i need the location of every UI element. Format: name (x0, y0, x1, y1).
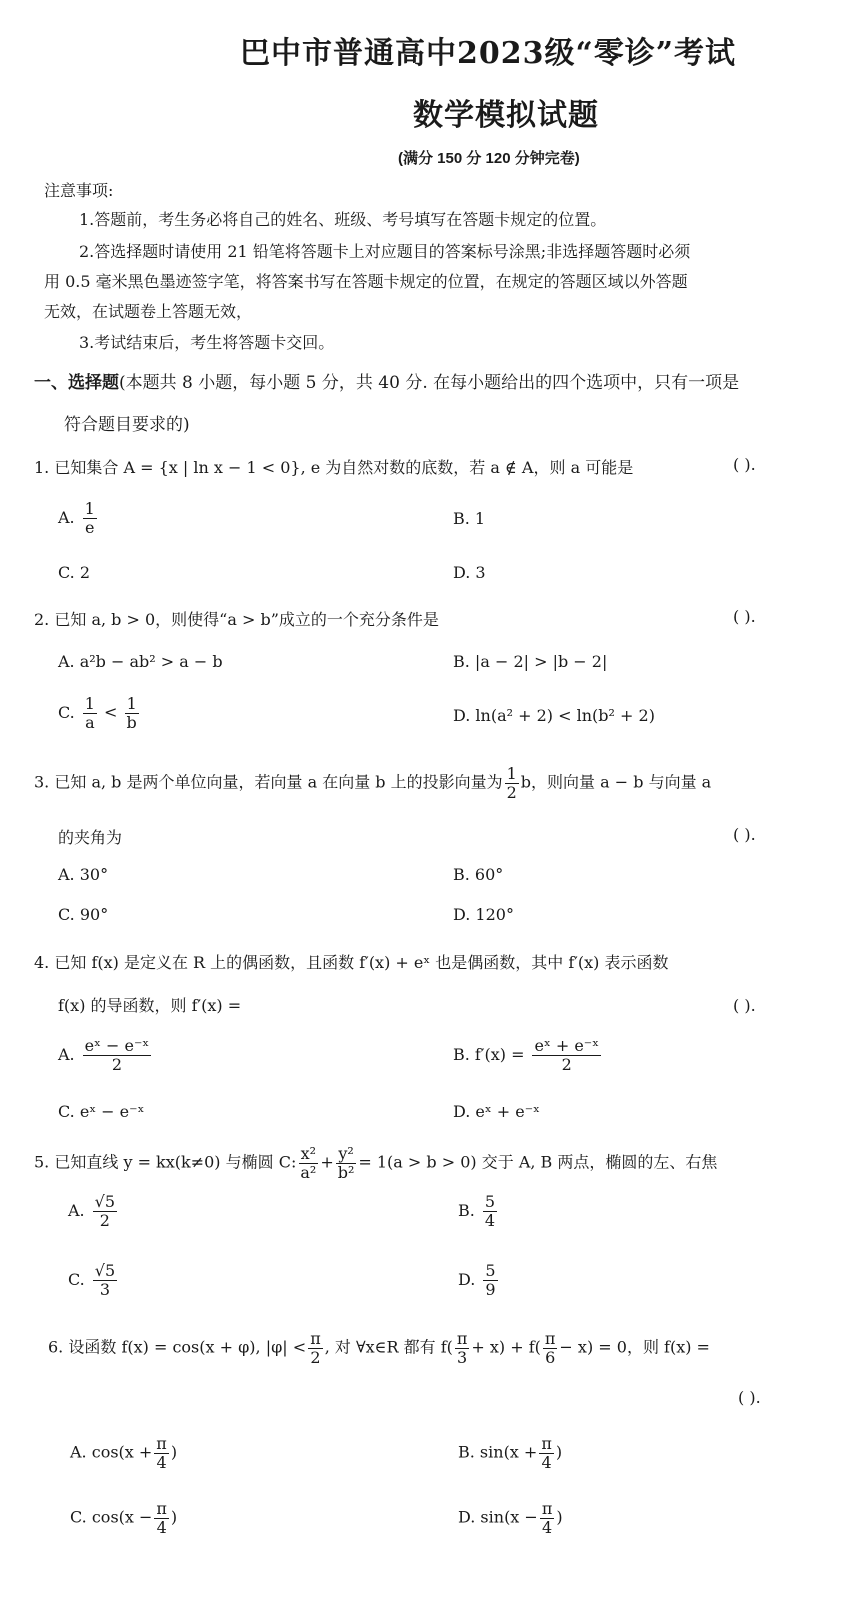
q3-option-c: C. 90° (58, 905, 109, 924)
q1-option-d: D. 3 (453, 563, 486, 582)
notice-heading: 注意事项: (44, 181, 114, 200)
q4-option-d: D. eˣ + e⁻ˣ (453, 1102, 540, 1121)
q5-option-b: B. $\frac{5}{4}$ (458, 1192, 496, 1230)
exam-title: 巴中市普通高中2023级“零诊”考试 (240, 36, 737, 71)
q4-option-c: C. eˣ − e⁻ˣ (58, 1102, 145, 1121)
q5-option-c: C. $\frac{√5}{3}$ (68, 1261, 116, 1299)
q6-stem: 6. 设函数 f(x) = cos(x + φ), |φ| < $\frac{\pi}{2}$ , 对 ∀x∈R 都有 f( $\frac{\pi}{3}$ + x) + f( $\frac{\pi}{6}$ − x) = 0，则 f(x) = (48, 1329, 710, 1367)
notice-line-5: 3.考试结束后，考生将答题卡交回。 (79, 333, 335, 352)
q3-stem: 3. 已知 a, b 是两个单位向量，若向量 a 在向量 b 上的投影向量为 $\frac{1}{2}$ b，则向量 a − b 与向量 a (34, 764, 712, 802)
q3-stem-2: 的夹角为 (58, 828, 123, 847)
q4-stem-2: f(x) 的导函数，则 f′(x) = (58, 996, 242, 1015)
q2-option-a: A. a²b − ab² > a − b (58, 652, 223, 671)
q6-option-b: B. sin(x + $\frac{\pi}{4}$ ) (458, 1434, 563, 1472)
q4-option-a: A. $\frac{\text{eˣ − e⁻ˣ}}{2}$ (58, 1036, 150, 1074)
section-heading (34, 368, 739, 393)
q1-answer-paren: ( ). (733, 455, 756, 474)
q4-answer-paren: ( ). (733, 996, 756, 1015)
notice-line-4: 无效，在试题卷上答题无效， (44, 302, 253, 321)
exam-subtitle: 数学模拟试题 (413, 98, 599, 133)
section-desc-2: 符合题目要求的) (64, 415, 190, 435)
section-title: 一、选择题 (34, 373, 119, 393)
q2-stem: 2. 已知 a, b > 0，则使得“a > b”成立的一个充分条件是 (34, 610, 439, 629)
q2-option-c: C. $\frac{1}{a}$ < $\frac{1}{b}$ (58, 694, 137, 732)
notice-line-3: 用 0.5 毫米黑色墨迹签字笔，将答案书写在答题卡规定的位置，在规定的答题区域以外答题 (44, 272, 688, 291)
q1-option-b: B. 1 (453, 509, 486, 528)
q3-option-b: B. 60° (453, 865, 504, 884)
q1-option-c: C. 2 (58, 563, 91, 582)
q1-option-a: A. $\frac{1}{e}$ (58, 499, 95, 537)
exam-note: (满分 150 分 120 分钟完卷) (398, 150, 580, 167)
q3-option-a: A. 30° (58, 865, 109, 884)
notice-line-2: 2.答选择题时请使用 21 铅笔将答题卡上对应题目的答案标号涂黑;非选择题答题时必须 (79, 242, 691, 261)
q5-option-a: A. $\frac{√5}{2}$ (68, 1192, 116, 1230)
q6-answer-paren: ( ). (738, 1388, 761, 1407)
q6-option-a: A. cos(x + $\frac{\pi}{4}$ ) (70, 1434, 178, 1472)
q4-stem: 4. 已知 f(x) 是定义在 R 上的偶函数，且函数 f′(x) + eˣ 也是偶函数，其中 f′(x) 表示函数 (34, 953, 669, 972)
q4-option-b: B. f′(x) = $\frac{\text{eˣ + e⁻ˣ}}{2}$ (453, 1036, 600, 1074)
section-desc: (本题共 8 小题，每小题 5 分，共 40 分. 在每小题给出的四个选项中，只有一项是 (119, 373, 740, 393)
q3-option-d: D. 120° (453, 905, 514, 924)
q2-answer-paren: ( ). (733, 607, 756, 626)
q5-stem: 5. 已知直线 y = kx(k≠0) 与椭圆 C: $\frac{\text{x²}}{\text{a²}}$ + $\frac{\text{y²}}{\text{b²}}$ = 1(a > b > 0) 交于 A, B 两点，椭圆的左、右焦 (34, 1144, 718, 1182)
q5-option-d: D. $\frac{5}{9}$ (458, 1261, 496, 1299)
q2-option-b: B. |a − 2| > |b − 2| (453, 652, 608, 671)
q6-option-d: D. sin(x − $\frac{\pi}{4}$ ) (458, 1499, 563, 1537)
q2-option-d: D. ln(a² + 2) < ln(b² + 2) (453, 706, 655, 725)
notice-line-1: 1.答题前，考生务必将自己的姓名、班级、考号填写在答题卡规定的位置。 (79, 210, 607, 229)
q6-option-c: C. cos(x − $\frac{\pi}{4}$ ) (70, 1499, 178, 1537)
q3-answer-paren: ( ). (733, 825, 756, 844)
q1-stem: 1. 已知集合 A = {x | ln x − 1 < 0}, e 为自然对数的底数，若 a ∉ A，则 a 可能是 (34, 458, 634, 477)
